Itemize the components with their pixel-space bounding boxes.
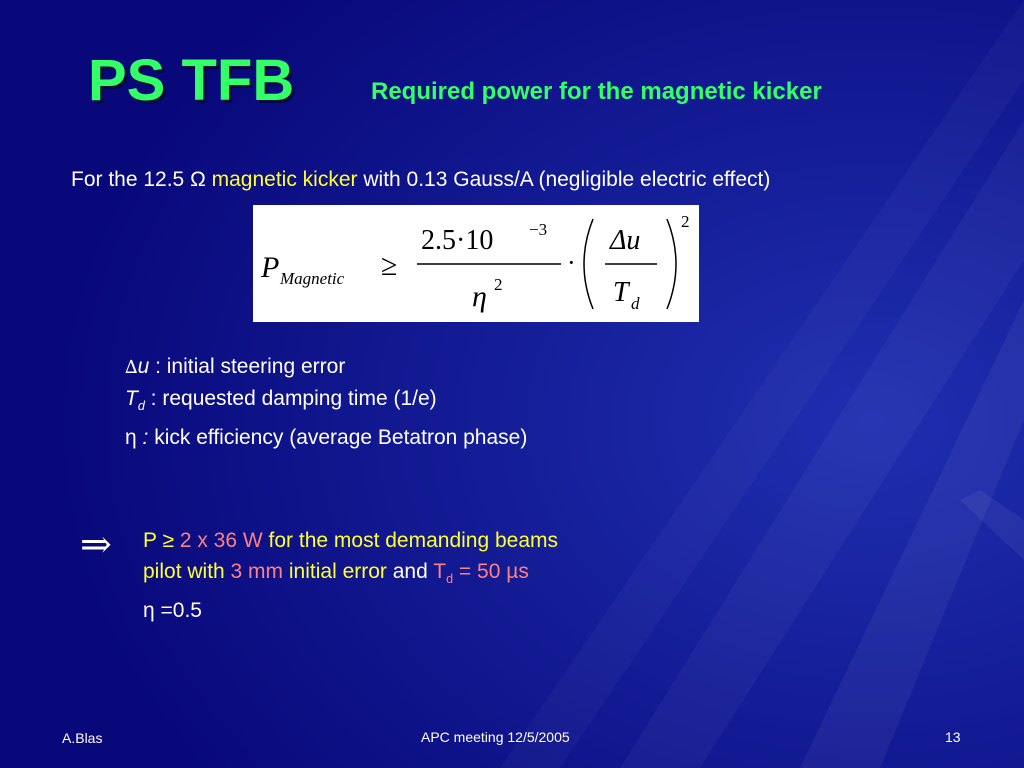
- intro-line: [71, 168, 770, 192]
- definition-td: [125, 383, 527, 422]
- conclusion-value: = 50 µs: [453, 560, 529, 583]
- intro-suffix: with 0.13 Gauss/A (negligible electric effect): [363, 168, 771, 191]
- formula-inner-numerator: Δu: [610, 225, 641, 256]
- eta-symbol: η: [125, 426, 137, 450]
- conclusion-line-3: η =0.5: [143, 599, 202, 623]
- slide-title: PS TFB: [88, 48, 295, 113]
- formula-lhs: P: [261, 251, 280, 284]
- delta-symbol: ∆: [125, 357, 138, 378]
- footer-event: APC meeting 12/5/2005: [421, 729, 570, 745]
- definition-eta: [125, 422, 527, 453]
- conclusion-value: 2 x 36 W: [174, 529, 263, 552]
- conclusion-text: P ≥: [143, 529, 174, 552]
- formula-inner-den-sub: d: [631, 294, 640, 313]
- conclusion-line-1: [143, 525, 558, 556]
- conclusion-text: and: [386, 560, 434, 583]
- definition-text: : initial steering error: [149, 355, 346, 378]
- formula-relation: ≥: [381, 249, 398, 282]
- intro-prefix: For the 12.5 Ω: [71, 168, 206, 191]
- footer-page-number: 13: [945, 729, 961, 745]
- formula-denominator: η: [472, 280, 487, 313]
- definition-delta-u: [125, 351, 527, 383]
- conclusion-value: 3 mm: [224, 560, 284, 583]
- definition-text: : requested damping time (1/e): [144, 387, 437, 410]
- right-paren: [667, 219, 676, 309]
- formula: [253, 205, 699, 322]
- formula-dot: ·: [567, 248, 576, 277]
- u-symbol: u: [137, 355, 150, 378]
- definition-text: kick efficiency (average Betatron phase): [154, 426, 528, 450]
- left-paren: [584, 219, 593, 309]
- intro-highlight: magnetic kicker: [211, 168, 358, 191]
- footer-author: A.Blas: [62, 730, 103, 746]
- implies-arrow: ⇒: [80, 522, 112, 566]
- formula-num-exp: −3: [529, 220, 548, 239]
- conclusion-text: initial error: [283, 560, 387, 583]
- t-subscript: d: [137, 399, 145, 414]
- eta-separator: :: [136, 426, 155, 450]
- conclusion-subscript: d: [446, 572, 454, 587]
- formula-lhs-sub: Magnetic: [280, 269, 345, 288]
- formula-den-exp: 2: [494, 275, 503, 294]
- formula-inner-denominator: T: [613, 277, 629, 308]
- t-symbol: T: [125, 387, 138, 410]
- formula-numerator: 2.5·10: [421, 225, 494, 256]
- conclusion-text: pilot with: [143, 560, 225, 583]
- definitions-list: [125, 351, 527, 453]
- conclusion-text: for the most demanding beams: [262, 529, 559, 552]
- slide-subtitle: Required power for the magnetic kicker: [371, 78, 822, 105]
- formula-box: [253, 205, 699, 322]
- conclusion-block: [143, 525, 558, 626]
- conclusion-line-2: [143, 556, 558, 595]
- formula-outer-exp: 2: [681, 212, 690, 231]
- conclusion-value: T: [433, 560, 447, 583]
